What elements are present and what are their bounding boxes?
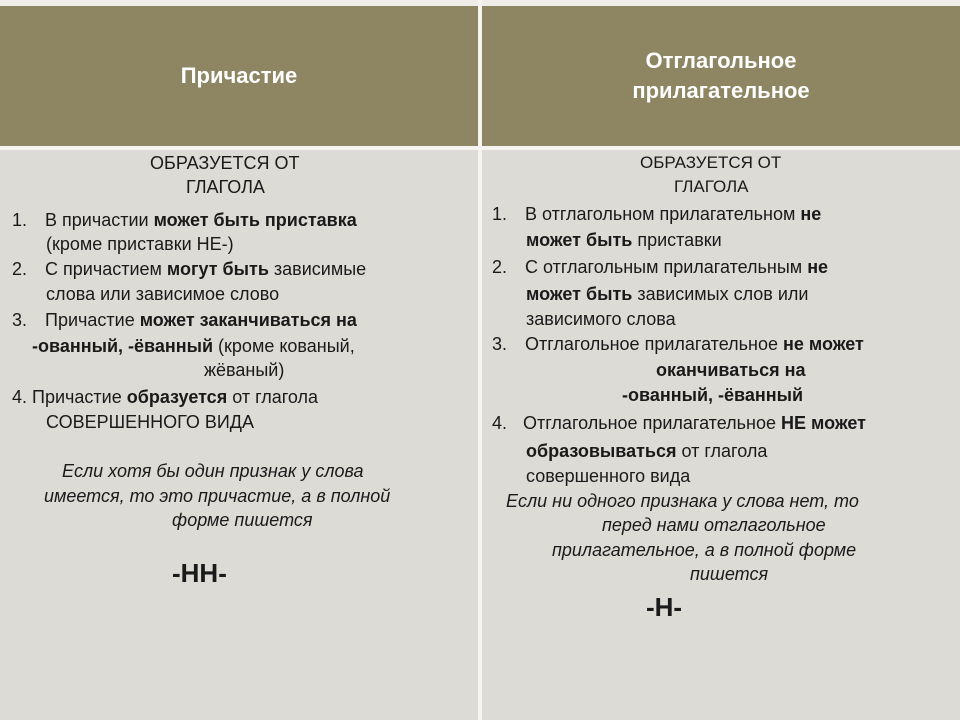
right-note-line4: пишется — [690, 564, 769, 584]
left-item4-line1 — [12, 386, 318, 408]
left-item4-bold: образуется — [126, 387, 228, 407]
left-item2-bold: могут быть — [166, 259, 269, 279]
left-item1-text: В причастии — [45, 210, 154, 230]
left-item2-text: С причастием — [45, 259, 167, 279]
left-item4-line2: СОВЕРШЕННОГО ВИДА — [46, 412, 255, 432]
right-item2-number: 2. — [492, 257, 508, 277]
right-item2-line1 — [492, 256, 828, 278]
left-item3-exceptions: (кроме кованый, — [213, 336, 355, 356]
left-item3-line1 — [12, 309, 357, 331]
right-note-line3: прилагательное, а в полной форме — [552, 540, 857, 560]
right-item4-line1 — [492, 412, 866, 434]
left-note-line3: форме пишется — [172, 510, 313, 530]
header-verbal-adjective-line2: прилагательное — [632, 78, 810, 103]
left-note-line2: имеется, то это причастие, а в полной — [44, 486, 391, 506]
right-item4-bold: НЕ может — [780, 413, 866, 433]
right-item3-line2: оканчиваться на — [656, 360, 806, 380]
right-item1-bold2: может быть — [526, 230, 633, 250]
right-item4-text: Отглагольное прилагательное — [523, 413, 781, 433]
right-item4-number: 4. — [492, 413, 508, 433]
left-item4-text: 4. Причастие — [12, 387, 127, 407]
left-item2-text2: зависимые — [268, 259, 367, 279]
left-item3-bold: может заканчиваться на — [139, 310, 357, 330]
left-heading-line2: ГЛАГОЛА — [186, 177, 265, 197]
left-item3-number: 3. — [12, 310, 28, 330]
right-result: -Н- — [646, 592, 683, 622]
left-item2-line1 — [12, 258, 366, 280]
right-item2-bold2: может быть — [526, 284, 633, 304]
right-item2-bold: не — [807, 257, 829, 277]
right-note-line1: Если ни одного признака у слова нет, то — [506, 491, 859, 511]
right-item4-bold2: образовываться — [526, 441, 677, 461]
right-item3-text: Отглагольное прилагательное — [525, 334, 783, 354]
left-item1-number: 1. — [12, 210, 28, 230]
header-participle-title: Причастие — [180, 63, 298, 88]
left-heading-line1: ОБРАЗУЕТСЯ ОТ — [150, 153, 300, 173]
right-item4-text2: от глагола — [676, 441, 768, 461]
right-note-line2: перед нами отглагольное — [602, 515, 826, 535]
right-item3-line1 — [492, 333, 864, 355]
left-item3-text: Причастие — [45, 310, 140, 330]
right-heading-line1: ОБРАЗУЕТСЯ ОТ — [640, 153, 782, 172]
left-item3-line3: жёваный) — [204, 360, 285, 380]
right-item3-line3: -ованный, -ёванный — [622, 385, 804, 405]
left-item1-bold: может быть приставка — [153, 210, 357, 230]
header-verbal-adjective — [482, 6, 960, 146]
left-result: -НН- — [172, 558, 227, 588]
right-item1-text2: приставки — [632, 230, 722, 250]
right-item4-line2 — [526, 440, 767, 462]
left-item3-endings: -ованный, -ёванный — [32, 336, 214, 356]
right-item1-bold: не — [800, 204, 822, 224]
right-item2-text: С отглагольным прилагательным — [525, 257, 808, 277]
left-item1-line1 — [12, 209, 357, 231]
right-item3-number: 3. — [492, 334, 508, 354]
right-item2-line2 — [526, 283, 808, 305]
right-item1-line2 — [526, 229, 722, 251]
right-item1-line1 — [492, 203, 821, 225]
right-item2-text2: зависимых слов или — [632, 284, 809, 304]
right-heading-line2: ГЛАГОЛА — [674, 177, 749, 196]
left-item3-line2 — [32, 335, 355, 357]
left-item1-line2: (кроме приставки НЕ-) — [46, 234, 234, 254]
right-item3-bold: не может — [782, 334, 864, 354]
header-participle — [0, 6, 478, 146]
left-item2-number: 2. — [12, 259, 28, 279]
right-item4-line3: совершенного вида — [526, 466, 691, 486]
left-item2-line2: слова или зависимое слово — [46, 284, 280, 304]
column-divider — [478, 0, 482, 720]
right-item2-line3: зависимого слова — [526, 309, 676, 329]
header-verbal-adjective-line1: Отглагольное — [645, 48, 797, 73]
header-divider — [0, 146, 960, 150]
left-item4-text2: от глагола — [227, 387, 319, 407]
left-note-line1: Если хотя бы один признак у слова — [62, 461, 364, 481]
right-item1-number: 1. — [492, 204, 508, 224]
right-item1-text: В отглагольном прилагательном — [525, 204, 801, 224]
